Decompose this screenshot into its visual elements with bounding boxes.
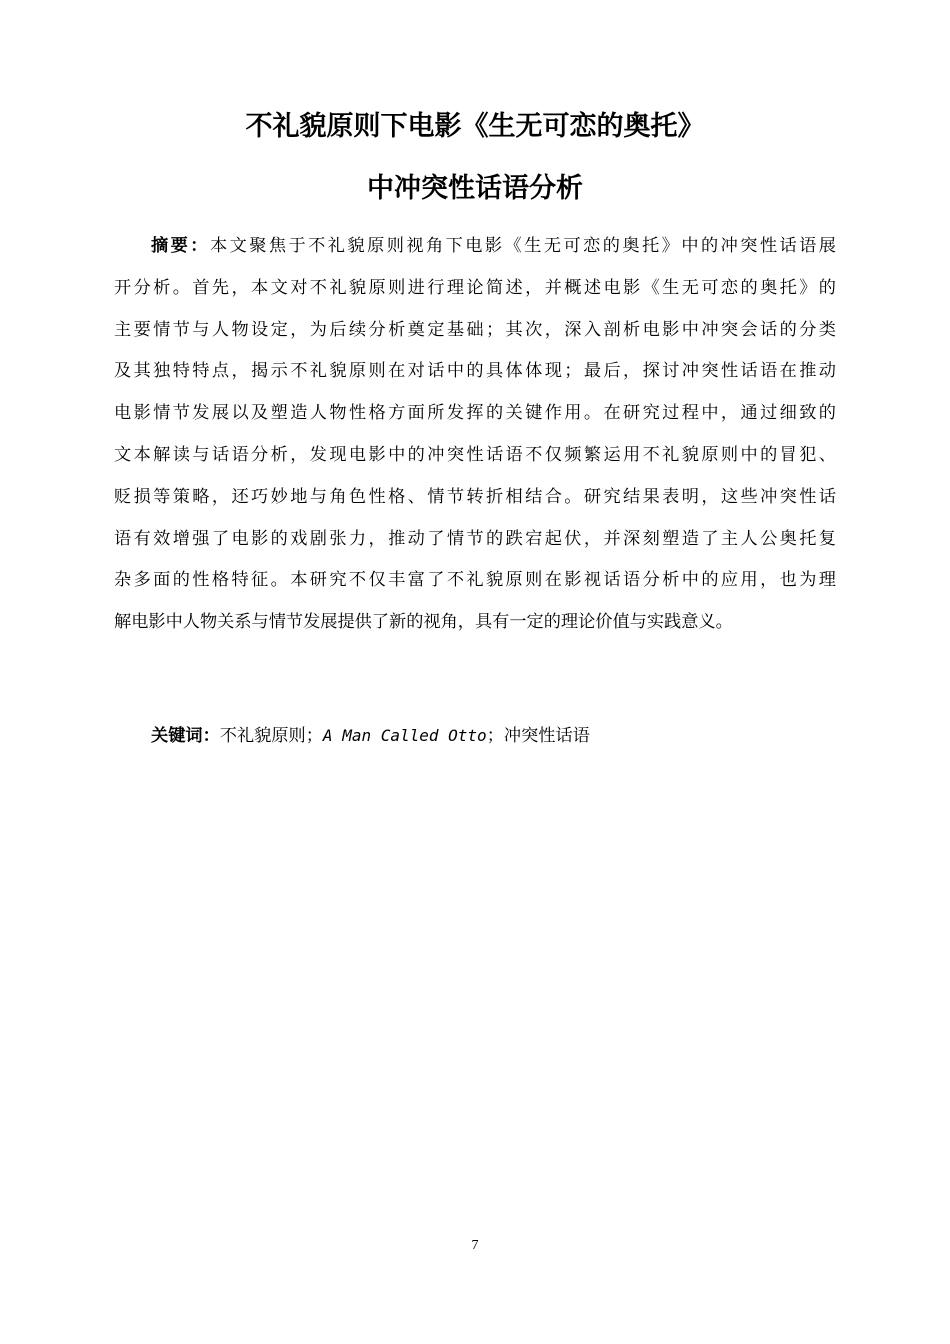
keywords-label: 关键词： xyxy=(151,726,220,746)
abstract-line: 杂多面的性格特征。本研究不仅丰富了不礼貌原则在影视话语分析中的应用，也为理 xyxy=(114,570,836,591)
page-number: 7 xyxy=(471,1238,479,1253)
abstract-section xyxy=(114,226,836,644)
abstract-text: 本文聚焦于不礼貌原则视角下电影《生无可恋的奥托》中的冲突性话语展 xyxy=(209,236,836,256)
keyword-separator: ； xyxy=(486,726,504,746)
keyword-item: A Man Called Otto xyxy=(322,726,487,745)
abstract-line: 主要情节与人物设定，为后续分析奠定基础；其次，深入剖析电影中冲突会话的分类 xyxy=(114,319,836,340)
keyword-item: 冲突性话语 xyxy=(503,726,590,746)
abstract-line: 开分析。首先，本文对不礼貌原则进行理论简述，并概述电影《生无可恋的奥托》的 xyxy=(114,277,836,298)
abstract-line: 电影情节发展以及塑造人物性格方面所发挥的关键作用。在研究过程中，通过细致的 xyxy=(114,403,836,424)
abstract-line: 文本解读与话语分析，发现电影中的冲突性话语不仅频繁运用不礼貌原则中的冒犯、 xyxy=(114,444,836,465)
keyword-separator: ； xyxy=(305,726,323,746)
paper-title xyxy=(110,112,840,204)
abstract-line: 贬损等策略，还巧妙地与角色性格、情节转折相结合。研究结果表明，这些冲突性话 xyxy=(114,486,836,507)
abstract-label: 摘要： xyxy=(151,236,210,256)
title-line-1: 不礼貌原则下电影《生无可恋的奥托》 xyxy=(245,111,705,142)
keywords-section xyxy=(151,722,590,750)
abstract-line: 解电影中人物关系与情节发展提供了新的视角，具有一定的理论价值与实践意义。 xyxy=(114,612,733,633)
keyword-item: 不礼貌原则 xyxy=(219,726,306,746)
abstract-line: 语有效增强了电影的戏剧张力，推动了情节的跌宕起伏，并深刻塑造了主人公奥托复 xyxy=(114,528,836,549)
abstract-line: 及其独特特点，揭示不礼貌原则在对话中的具体体现；最后，探讨冲突性话语在推动 xyxy=(114,361,836,382)
abstract-line xyxy=(114,226,836,268)
title-line-2: 中冲突性话语分析 xyxy=(367,173,583,204)
